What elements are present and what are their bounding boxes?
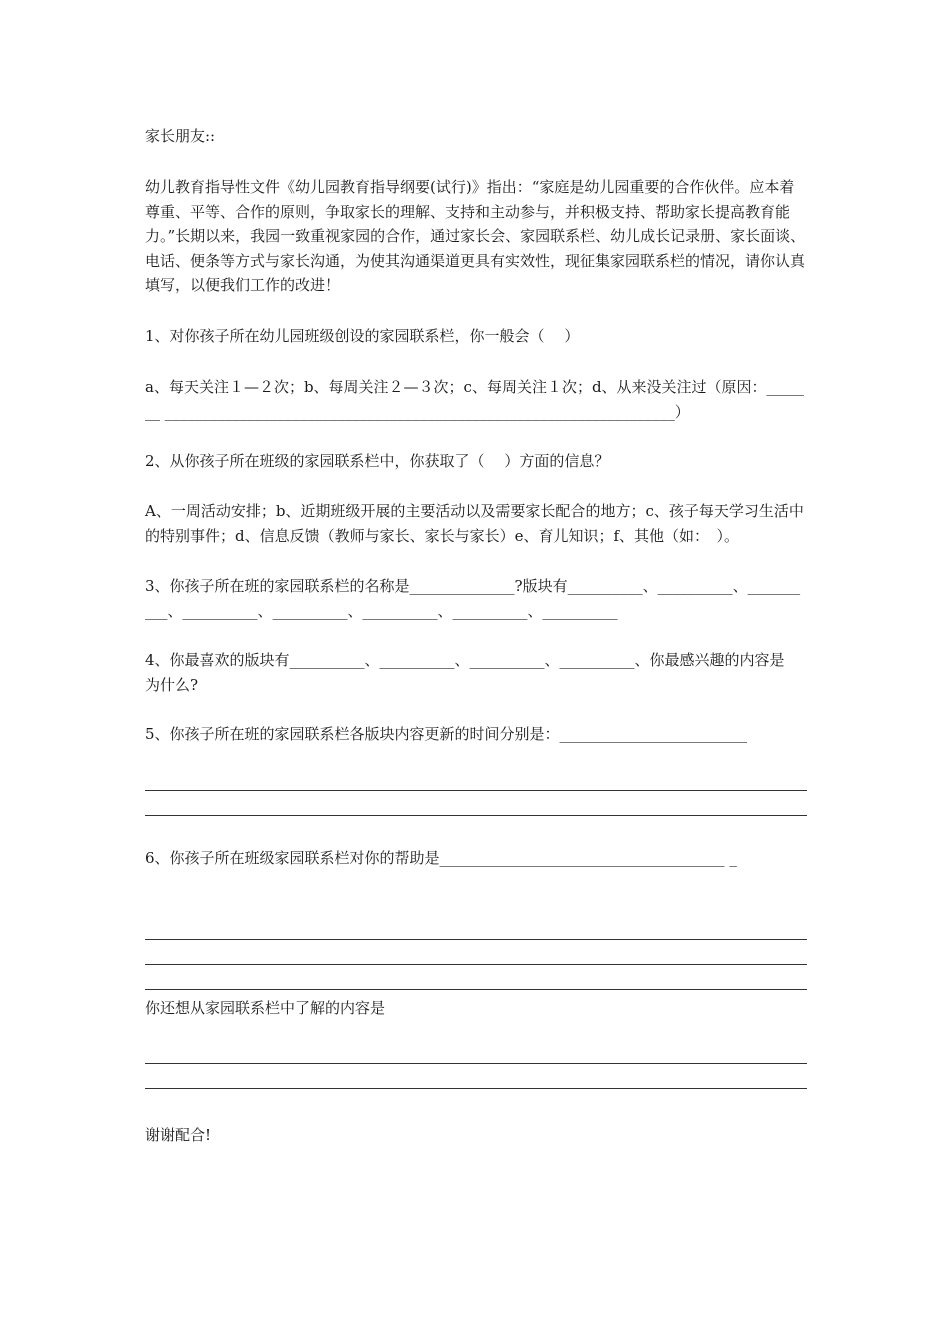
question-1-options: a、每天关注１—２次；b、每周关注２—３次；c、每周关注１次；d、从来没关注过（原因：_______ ____________________________________________________________________） [145,378,805,421]
answer-line-5b[interactable] [145,815,807,816]
intro-paragraph: 幼儿教育指导性文件《幼儿园教育指导纲要(试行)》指出：“家庭是幼儿园重要的合作伙伴。应本着尊重、平等、合作的原则，争取家长的理解、支持和主动参与，并积极支持、帮助家长提高教育能力。”长期以来，我园一致重视家园的合作，通过家长会、家园联系栏、幼儿成长记录册、家长面谈、电话、便条等方式与家长沟通，为使其沟通渠道更具有实效性，现征集家园联系栏的情况，请你认真填写，以便我们工作的改进！ [145,178,806,294]
answer-line-6c[interactable] [145,989,807,990]
question-5: 5、你孩子所在班的家园联系栏各版块内容更新的时间分别是：_________________________ [145,725,748,743]
answer-line-6a[interactable] [145,939,807,940]
answer-line-5a[interactable] [145,790,807,791]
question-2: 2、从你孩子所在班级的家园联系栏中，你获取了（ ）方面的信息？ [145,452,610,470]
question-6: 6、你孩子所在班级家园联系栏对你的帮助是______________________________________ _ [145,849,737,867]
answer-line-7b[interactable] [145,1088,807,1089]
question-3: 3、你孩子所在班的家园联系栏的名称是______________?版块有__________、__________、__________、__________、__________、__________、__________、__________ [145,577,801,620]
answer-line-6b[interactable] [145,964,807,965]
question-1: 1、对你孩子所在幼儿园班级创设的家园联系栏，你一般会（ ） [145,327,580,345]
closing-text: 谢谢配合! [145,1126,212,1144]
answer-line-7a[interactable] [145,1063,807,1064]
question-4: 4、你最喜欢的版块有__________、__________、__________、__________、你最感兴趣的内容是 为什么? [145,651,800,694]
question-7: 你还想从家园联系栏中了解的内容是 [145,999,386,1017]
greeting: 家长朋友:: [145,127,216,145]
question-2-options: A、一周活动安排；b、近期班级开展的主要活动以及需要家长配合的地方；c、孩子每天学习生活中的特别事件；d、信息反馈（教师与家长、家长与家长）e、育儿知识；f、其他（如： ）。 [145,502,804,545]
